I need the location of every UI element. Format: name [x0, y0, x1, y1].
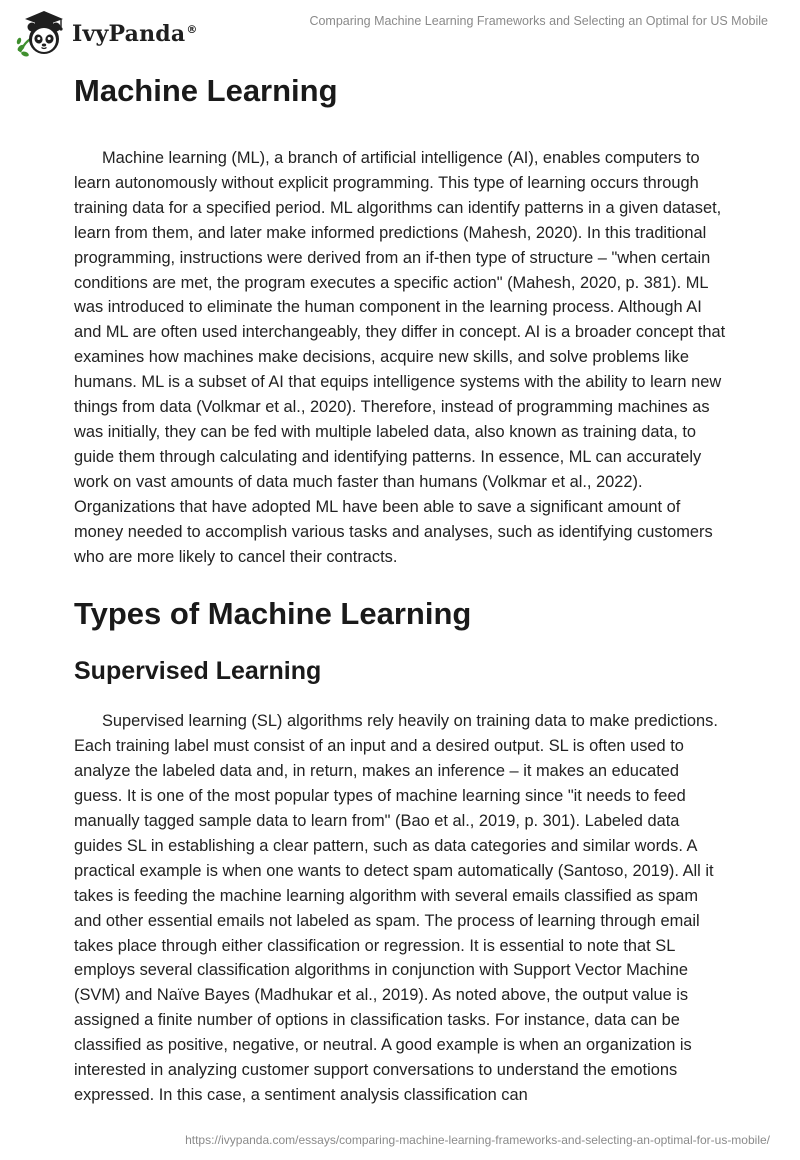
- paragraph-supervised-learning: Supervised learning (SL) algorithms rely heavily on training data to make predictions. Each training label must consist of an input and a desired output. SL is often used to analyze the labeled data and, in return, makes an inference – it makes an educated guess. It is one of the most popular types of machine learning since "it needs to feed manually tagged sample data to learn from" (Bao et al., 2019, p. 301). Labeled data guides SL in establishing a clear pattern, such as data categories and similar words. A practical example is when one wants to detect spam automatically (Santoso, 2019). All it takes is feeding the machine learning algorithm with several emails classified as spam and other essential emails not labeled as spam. The process of learning through email takes place through either classification or regression. It is essential to note that SL employs several classification algorithms in conjunction with Support Vector Machine (SVM) and Naïve Bayes (Madhukar et al., 2019). As noted above, the output value is assigned a finite number of options in classification tasks. For instance, data can be classified as positive, negative, or neutral. A good example is when an organization is interested in analyzing customer support conversations to understand the emotions expressed. In this case, a sentiment analysis classification can: [74, 712, 718, 1104]
- panda-graduate-icon: [14, 8, 68, 60]
- article-body: [74, 72, 728, 1108]
- logo-text: IvyPanda: [72, 21, 186, 47]
- document-title: Comparing Machine Learning Frameworks and Selecting an Optimal for US Mobile: [309, 14, 768, 28]
- heading-types-of-machine-learning: Types of Machine Learning: [74, 596, 472, 632]
- heading-supervised-learning: Supervised Learning: [74, 657, 322, 686]
- registered-mark: ®: [186, 22, 198, 36]
- logo-wordmark: [72, 21, 198, 47]
- ivypanda-logo[interactable]: [14, 8, 198, 60]
- page-header: [0, 0, 800, 64]
- paragraph-machine-learning: Machine learning (ML), a branch of artificial intelligence (AI), enables computers to learn autonomously without explicit programming. This type of learning occurs through training data for a specified period. ML algorithms can identify patterns in a given dataset, learn from them, and later make informed predictions (Mahesh, 2020). In this traditional programming, instructions were derived from an if-then type of structure – "when certain conditions are met, the program executes a specific action" (Mahesh, 2020, p. 381). ML was introduced to eliminate the human component in the learning process. Although AI and ML are often used interchangeably, they differ in concept. AI is a broader concept that examines how machines make decisions, acquire new skills, and solve problems like humans. ML is a subset of AI that equips intelligence systems with the ability to learn new things from data (Volkmar et al., 2020). Therefore, instead of programming machines as was initially, they can be fed with multiple labeled data, also known as training data, to guide them through calculating and identifying patterns. In essence, ML can accurately work on vast amounts of data much faster than humans (Volkmar et al., 2022). Organizations that have adopted ML have been able to save a significant amount of money needed to accomplish various tasks and analyses, such as identifying customers who are more likely to cancel their contracts.: [74, 149, 726, 566]
- heading-machine-learning: Machine Learning: [74, 73, 338, 108]
- source-url-link[interactable]: https://ivypanda.com/essays/comparing-machine-learning-frameworks-and-selecting-an-optimal-for-us-mobile/: [185, 1133, 770, 1147]
